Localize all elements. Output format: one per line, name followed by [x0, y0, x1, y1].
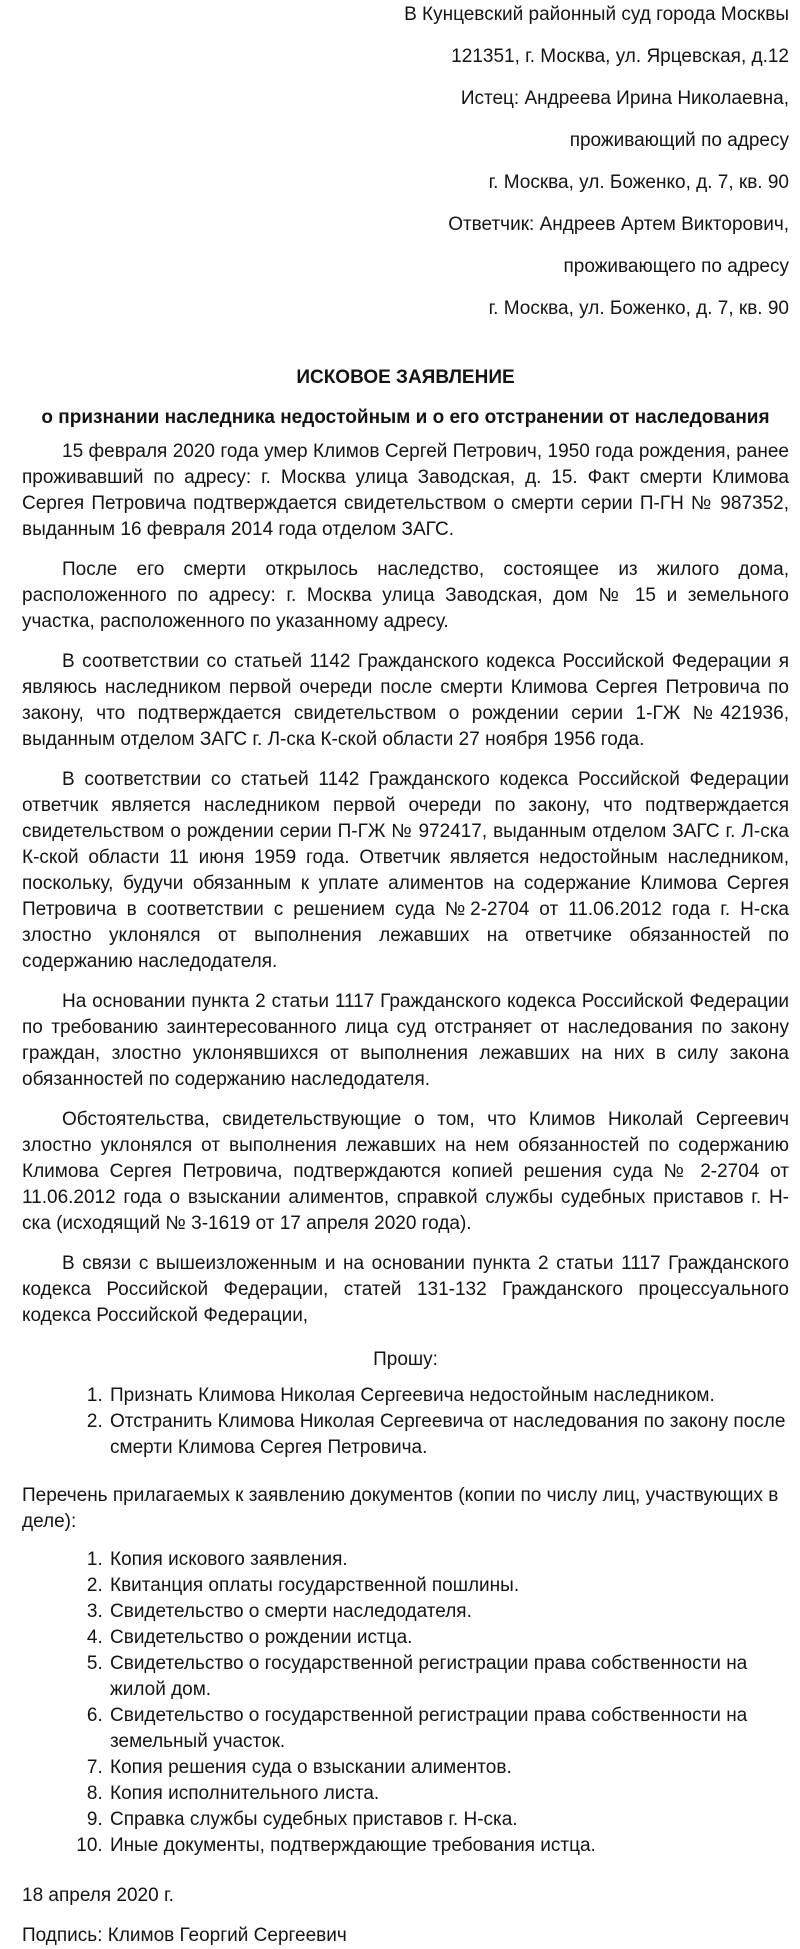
document-body	[22, 439, 789, 1329]
attachment-item: 5. Свидетельство о государственной регистрации права собственности на жилой дом.	[108, 1651, 789, 1703]
paragraph: После его смерти открылось наследство, состоящее из жилого дома, расположенного по адресу: г. Москва улица Заводская, дом № 15 и земельного участка, расположенного по указанному адресу.	[22, 559, 789, 632]
defendant-residing-label: проживающего по адресу	[563, 256, 789, 277]
attachment-item: 2. Квитанция оплаты государственной пошлины.	[108, 1573, 789, 1599]
attachment-item: 3. Свидетельство о смерти наследодателя.	[108, 1599, 789, 1625]
paragraph: В соответствии со статьей 1142 Гражданского кодекса Российской Федерации я являюсь наследником первой очереди после смерти Климова Сергея Петровича по закону, что подтверждается свидетельством о рождении серии 1-ГЖ №421936, выданным отделом ЗАГС г. Л-ска К-ской области 27 ноября 1956 года.	[22, 651, 789, 750]
paragraph: На основании пункта 2 статьи 1117 Гражданского кодекса Российской Федерации по требованию заинтересованного лица суд отстраняет от наследования по закону граждан, злостно уклонявшихся от выполнения лежавших на них в силу закона обязанностей по содержанию наследодателя.	[22, 991, 789, 1090]
paragraph: В соответствии со статьей 1142 Гражданского кодекса Российской Федерации ответчик является наследником первой очереди по закону, что подтверждается свидетельством о рождении серии П-ГЖ № 972417, выданным отделом ЗАГС г. Л-ска К-ской области 11 июня 1959 года. Ответчик является недостойным наследником, поскольку, будучи обязанным к уплате алиментов на содержание Климова Сергея Петровича в соответствии с решением суда №2-2704 от 11.06.2012 года г. Н-ска злостно уклонялся от выполнения лежавших на ответчике обязанностей по содержанию наследодателя.	[22, 769, 789, 972]
attachments-list	[22, 1547, 789, 1859]
attachment-item: 6. Свидетельство о государственной регистрации права собственности на земельный участок.	[108, 1703, 789, 1755]
court-name: В Кунцевский районный суд города Москвы	[404, 4, 789, 25]
document-title: ИСКОВОЕ ЗАЯВЛЕНИЕ	[296, 367, 515, 388]
document-subtitle: о признании наследника недостойным и о его отстранении от наследования	[41, 407, 770, 428]
attachment-item: 10. Иные документы, подтверждающие требования истца.	[108, 1833, 789, 1859]
paragraph: Обстоятельства, свидетельствующие о том, что Климов Николай Сергеевич злостно уклонялся от выполнения лежавших на нем обязанностей по содержанию Климова Сергея Петровича, подтверждаются копией решения суда № 2-2704 от 11.06.2012 года о взыскании алиментов, справкой службы судебных приставов г. Н-ска (исходящий № 3-1619 от 17 апреля 2020 года).	[22, 1109, 789, 1234]
plaintiff-residing-label: проживающий по адресу	[569, 130, 789, 151]
court-address: 121351, г. Москва, ул. Ярцевская, д.12	[451, 46, 789, 67]
request-list	[22, 1383, 789, 1461]
attachment-item: 7. Копия решения суда о взыскании алиментов.	[108, 1755, 789, 1781]
document-date: 18 апреля 2020 г.	[22, 1885, 174, 1906]
plaintiff-name: Истец: Андреева Ирина Николаевна,	[460, 88, 789, 109]
plaintiff-address: г. Москва, ул. Боженко, д. 7, кв. 90	[488, 172, 789, 193]
attachment-item: 1. Копия искового заявления.	[108, 1547, 789, 1573]
attachment-item: 9. Справка службы судебных приставов г. Н-ска.	[108, 1807, 789, 1833]
signature-line: Подпись: Климов Георгий Сергеевич	[22, 1925, 347, 1946]
document-header	[22, 0, 789, 319]
request-heading: Прошу:	[373, 1349, 438, 1370]
defendant-address: г. Москва, ул. Боженко, д. 7, кв. 90	[488, 298, 789, 319]
request-item: 2. Отстранить Климова Николая Сергеевича от наследования по закону после смерти Климова Сергея Петровича.	[108, 1409, 789, 1461]
attachments-title: Перечень прилагаемых к заявлению документов (копии по числу лиц, участвующих в деле):	[22, 1485, 779, 1532]
paragraph: 15 февраля 2020 года умер Климов Сергей Петрович, 1950 года рождения, ранее проживавший по адресу: г. Москва улица Заводская, д. 15. Факт смерти Климова Сергея Петровича подтверждается свидетельством о смерти серии П-ГН № 987352, выданным 16 февраля 2014 года отделом ЗАГС.	[22, 441, 789, 540]
defendant-name: Ответчик: Андреев Артем Викторович,	[448, 214, 789, 235]
attachment-item: 4. Свидетельство о рождении истца.	[108, 1625, 789, 1651]
paragraph: В связи с вышеизложенным и на основании пункта 2 статьи 1117 Гражданского кодекса Российской Федерации, статей 131-132 Гражданского процессуального кодекса Российской Федерации,	[22, 1253, 789, 1326]
request-item: 1. Признать Климова Николая Сергеевича недостойным наследником.	[108, 1383, 789, 1409]
attachment-item: 8. Копия исполнительного листа.	[108, 1781, 789, 1807]
